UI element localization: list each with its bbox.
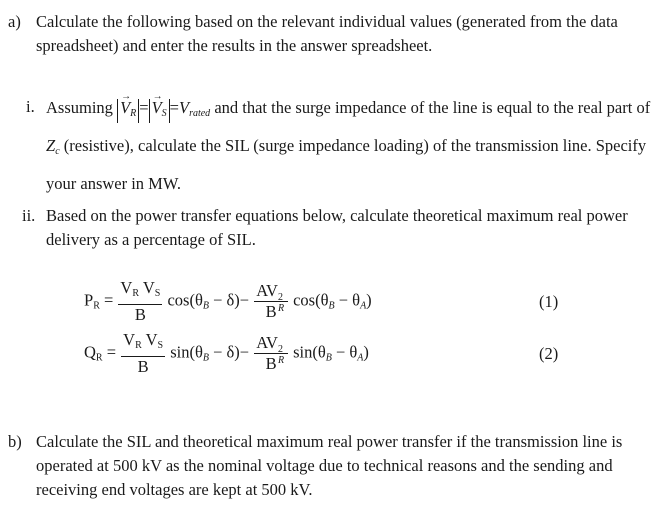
item-i-mid: and that the surge impedance of the line is equal to the real part of (214, 98, 651, 117)
eq2-theta-a: A (357, 352, 364, 364)
eq1-fraction-2 (254, 281, 288, 322)
eq1-lhs: P (84, 290, 94, 310)
eq1-minus: − (239, 290, 250, 310)
zc-symbol: Z (46, 136, 56, 155)
vs-subscript: S (161, 108, 167, 119)
eq2-minus-delta: − δ) (213, 342, 240, 362)
eq2-f1-num-v1: V (123, 330, 136, 349)
item-i-marker: i. (26, 97, 35, 116)
eq2-theta-b: B (202, 352, 209, 364)
eq1-f1-num-sub2: S (154, 288, 161, 299)
eq2-trig-2: sin(θ (293, 342, 326, 362)
eq2-trig-1: sin(θ (170, 342, 203, 362)
eq1-trig-1: cos(θ (167, 290, 203, 310)
eq1-f2-sub: R (277, 303, 285, 314)
eq1-f2-den: B (265, 302, 277, 321)
eq2-lhs-sub: R (95, 352, 103, 364)
equation-2: $Q_R$ = $\frac{V_R V_S}{B}$ $\sin(\theta_B - \delta)-$ AV 2 R B $\sin(\theta_B - \theta_A)$ (84, 330, 369, 376)
eq1-f2-sup: 2 (277, 292, 283, 303)
eq2-f2-den: B (265, 354, 277, 373)
eq2-lhs: Q (84, 342, 96, 362)
item-i-rest: (resistive), calculate the SIL (surge impedance loading) of the transmission line. Specify your answer in MW. (46, 136, 647, 193)
item-ii-marker: ii. (22, 206, 36, 225)
eq1-trig-2: cos(θ (293, 290, 329, 310)
equation-1: $P_R$ = $\frac{V_R V_S}{B}$ $\cos(\theta_B - \delta)-$ AV 2 R B $\cos(\theta_B - \theta_A)$ (84, 278, 372, 324)
item-ii-text: Based on the power transfer equations below, calculate theoretical maximum real power delivery as a percentage of SIL. (46, 206, 628, 249)
eq1-minus-delta: − δ) (213, 290, 240, 310)
eq2-fraction-1 (121, 330, 165, 377)
eq2-close: ) (363, 342, 369, 362)
eq1-close: ) (366, 290, 372, 310)
eq1-f1-den: B (134, 305, 146, 324)
eq1-f1-num-v1: V (120, 278, 133, 297)
eq2-f2-sub: R (277, 355, 285, 366)
eq1-theta-b: B (202, 300, 209, 312)
equation-1-number: (1) (539, 292, 559, 311)
part-b-text: Calculate the SIL and theoretical maximum real power transfer if the transmission line is operated at 500 kV as the nominal voltage due to technical reasons and the sending and receiving end voltages are kept at 500 kV. (36, 432, 623, 499)
eq2-f2-num: AV (256, 333, 278, 352)
eq2-fraction-2 (254, 333, 288, 374)
vr-subscript: R (130, 108, 137, 119)
vr-symbol: → V (120, 99, 130, 117)
eq1-fraction-1 (118, 278, 162, 325)
eq2-f1-den: B (137, 357, 149, 376)
eq2-theta-b-2: B (325, 352, 332, 364)
v-rated-symbol: V (178, 98, 190, 117)
abs-vr (117, 99, 139, 123)
zc-subscript: c (55, 146, 60, 157)
eq2-f1-num-sub1: R (135, 340, 142, 351)
part-a-text: Calculate the following based on the relevant individual values (generated from the data spreadsheet) and enter the results in the answer spreadsheet. (36, 12, 618, 55)
eq1-theta-a: A (360, 300, 367, 312)
eq2-minus: − (239, 342, 250, 362)
part-a-marker: a) (8, 12, 21, 31)
eq1-f1-num-v2: V (142, 278, 155, 297)
part-b-marker: b) (8, 432, 22, 451)
eq1-f1-num-sub1: R (132, 288, 140, 299)
rated-subscript: rated (189, 108, 211, 119)
abs-vs (149, 99, 170, 123)
item-i-lead: Assuming (46, 98, 113, 117)
eq1-f2-num: AV (256, 281, 278, 300)
eq2-f1-num-sub2: S (157, 340, 164, 351)
eq2-f2-sup: 2 (277, 344, 283, 355)
eq1-theta-b-2: B (328, 300, 335, 312)
equation-2-number: (2) (539, 344, 559, 363)
eq2-f1-num-v2: V (145, 330, 158, 349)
item-i-text: Assuming → $V_R =\to V_S =V_{rated}$ and that the surge impedance of the line is equal to the real part of $Z_c$ (resistive), calculate the SIL (surge impedance loading) of the transmission line. Specify your answer in MW. (46, 92, 658, 200)
vs-symbol: → V (152, 99, 162, 117)
eq1-lhs-sub: R (93, 300, 100, 312)
